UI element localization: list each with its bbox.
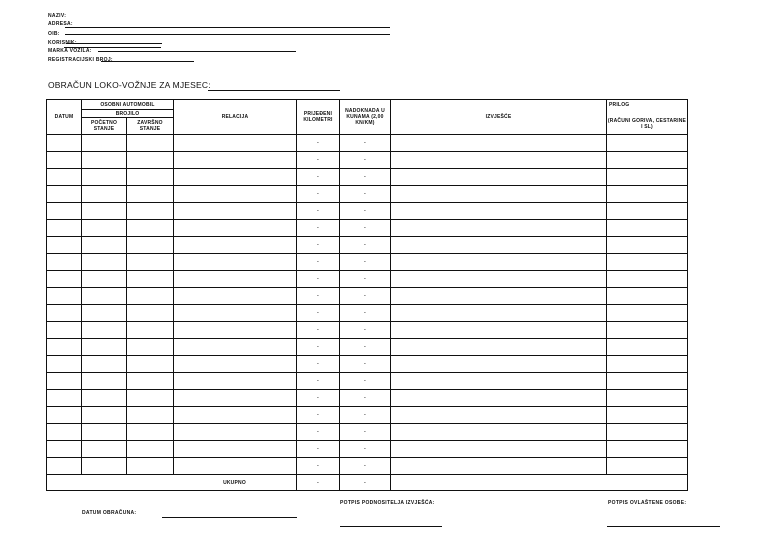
- izvjesce-cell[interactable]: [391, 373, 607, 390]
- datum-cell[interactable]: [47, 305, 82, 322]
- relacija-cell[interactable]: [174, 237, 297, 254]
- prilog-cell[interactable]: [607, 186, 688, 203]
- zavrsno-stanje-cell[interactable]: [127, 220, 174, 237]
- nadoknada-cell[interactable]: -: [340, 356, 391, 373]
- ukupno-km-cell[interactable]: -: [297, 475, 340, 491]
- nadoknada-cell[interactable]: -: [340, 271, 391, 288]
- potpis-podnositelja-line[interactable]: [340, 526, 442, 527]
- izvjesce-cell[interactable]: [391, 424, 607, 441]
- relacija-cell[interactable]: [174, 305, 297, 322]
- zavrsno-stanje-cell[interactable]: [127, 390, 174, 407]
- nadoknada-cell[interactable]: -: [340, 152, 391, 169]
- pocetno-stanje-cell[interactable]: [82, 373, 127, 390]
- datum-obracuna-label: DATUM OBRAČUNA:: [82, 510, 137, 516]
- izvjesce-cell[interactable]: [391, 356, 607, 373]
- nadoknada-cell[interactable]: -: [340, 186, 391, 203]
- table-row: [47, 288, 688, 305]
- zavrsno-stanje-cell[interactable]: [127, 152, 174, 169]
- datum-cell[interactable]: [47, 254, 82, 271]
- pocetno-stanje-cell[interactable]: [82, 169, 127, 186]
- prijedeni-km-cell[interactable]: -: [297, 169, 340, 186]
- datum-cell[interactable]: [47, 237, 82, 254]
- prijedeni-km-cell[interactable]: -: [297, 441, 340, 458]
- table-row: [47, 152, 688, 169]
- izvjesce-cell[interactable]: [391, 203, 607, 220]
- relacija-cell[interactable]: [174, 220, 297, 237]
- relacija-cell[interactable]: [174, 407, 297, 424]
- izvjesce-cell[interactable]: [391, 271, 607, 288]
- prilog-cell[interactable]: [607, 254, 688, 271]
- datum-cell[interactable]: [47, 135, 82, 152]
- prijedeni-km-cell[interactable]: -: [297, 458, 340, 475]
- relacija-cell[interactable]: [174, 390, 297, 407]
- zavrsno-stanje-cell[interactable]: [127, 203, 174, 220]
- table-row: [47, 339, 688, 356]
- form-title: OBRAČUN LOKO-VOŽNJE ZA MJESEC:: [48, 80, 211, 90]
- adresa-label: ADRESA:: [48, 21, 73, 27]
- pocetno-stanje-cell[interactable]: [82, 220, 127, 237]
- table-row: [47, 271, 688, 288]
- nadoknada-cell[interactable]: -: [340, 441, 391, 458]
- zavrsno-stanje-cell[interactable]: [127, 237, 174, 254]
- zavrsno-stanje-cell[interactable]: [127, 305, 174, 322]
- prijedeni-km-cell[interactable]: -: [297, 424, 340, 441]
- relacija-cell[interactable]: [174, 356, 297, 373]
- pocetno-stanje-cell[interactable]: [82, 271, 127, 288]
- pocetno-stanje-cell[interactable]: [82, 305, 127, 322]
- pocetno-stanje-cell[interactable]: [82, 254, 127, 271]
- loko-voznja-table: [46, 99, 688, 491]
- prijedeni-km-cell[interactable]: -: [297, 322, 340, 339]
- table-row: [47, 441, 688, 458]
- prilog-label: PRILOG: [609, 102, 630, 108]
- zavrsno-stanje-cell[interactable]: [127, 254, 174, 271]
- table-row: [47, 186, 688, 203]
- prilog-cell[interactable]: [607, 203, 688, 220]
- datum-cell[interactable]: [47, 186, 82, 203]
- izvjesce-cell[interactable]: [391, 322, 607, 339]
- table-row: [47, 424, 688, 441]
- nadoknada-cell[interactable]: -: [340, 424, 391, 441]
- naziv-line[interactable]: [65, 34, 390, 35]
- nadoknada-cell[interactable]: -: [340, 220, 391, 237]
- col-header-prijedeni-km: PRIJEĐENI KILOMETRI: [297, 100, 340, 135]
- potpis-ovlastene-line[interactable]: [607, 526, 720, 527]
- zavrsno-stanje-cell[interactable]: [127, 458, 174, 475]
- prijedeni-km-cell[interactable]: -: [297, 271, 340, 288]
- zavrsno-stanje-cell[interactable]: [127, 424, 174, 441]
- oib-label: OIB:: [48, 31, 60, 37]
- zavrsno-stanje-cell[interactable]: [127, 339, 174, 356]
- col-header-pocetno-stanje: POČETNO STANJE: [82, 118, 127, 135]
- relacija-cell[interactable]: [174, 339, 297, 356]
- prijedeni-km-cell[interactable]: -: [297, 390, 340, 407]
- table-row: [47, 458, 688, 475]
- prijedeni-km-cell[interactable]: -: [297, 339, 340, 356]
- izvjesce-cell[interactable]: [391, 407, 607, 424]
- datum-cell[interactable]: [47, 220, 82, 237]
- izvjesce-cell[interactable]: [391, 288, 607, 305]
- marka-vozila-line[interactable]: [98, 51, 296, 52]
- datum-obracuna-line[interactable]: [162, 517, 297, 518]
- table-row: [47, 254, 688, 271]
- ukupno-nadoknada-cell[interactable]: -: [340, 475, 391, 491]
- prilog-cell[interactable]: [607, 390, 688, 407]
- pocetno-stanje-cell[interactable]: [82, 390, 127, 407]
- nadoknada-cell[interactable]: -: [340, 373, 391, 390]
- zavrsno-stanje-cell[interactable]: [127, 169, 174, 186]
- table-row: [47, 356, 688, 373]
- prijedeni-km-cell[interactable]: -: [297, 407, 340, 424]
- prilog-cell[interactable]: [607, 305, 688, 322]
- prilog-cell[interactable]: [607, 339, 688, 356]
- datum-cell[interactable]: [47, 356, 82, 373]
- marka-vozila-label: MARKA VOZILA:: [48, 48, 92, 54]
- table-row: [47, 203, 688, 220]
- izvjesce-cell[interactable]: [391, 220, 607, 237]
- prijedeni-km-cell[interactable]: -: [297, 237, 340, 254]
- table-row: [47, 220, 688, 237]
- prijedeni-km-cell[interactable]: -: [297, 254, 340, 271]
- prijedeni-km-cell[interactable]: -: [297, 373, 340, 390]
- col-header-relacija: RELACIJA: [174, 100, 297, 135]
- relacija-cell[interactable]: [174, 322, 297, 339]
- prilog-cell[interactable]: [607, 424, 688, 441]
- relacija-cell[interactable]: [174, 271, 297, 288]
- col-header-zavrsno-stanje: ZAVRŠNO STANJE: [127, 118, 174, 135]
- prijedeni-km-cell[interactable]: -: [297, 288, 340, 305]
- naziv-label: NAZIV:: [48, 13, 67, 19]
- pocetno-stanje-cell[interactable]: [82, 237, 127, 254]
- datum-cell[interactable]: [47, 203, 82, 220]
- pocetno-stanje-cell[interactable]: [82, 203, 127, 220]
- izvjesce-cell[interactable]: [391, 237, 607, 254]
- nadoknada-cell[interactable]: -: [340, 322, 391, 339]
- izvjesce-cell[interactable]: [391, 441, 607, 458]
- prilog-cell[interactable]: [607, 220, 688, 237]
- pocetno-stanje-cell[interactable]: [82, 424, 127, 441]
- pocetno-stanje-cell[interactable]: [82, 186, 127, 203]
- relacija-cell[interactable]: [174, 424, 297, 441]
- izvjesce-cell[interactable]: [391, 186, 607, 203]
- registracijski-broj-label: REGISTRACIJSKI BROJ:: [48, 57, 113, 63]
- table-row: [47, 407, 688, 424]
- datum-cell[interactable]: [47, 441, 82, 458]
- datum-cell[interactable]: [47, 271, 82, 288]
- table-row: [47, 322, 688, 339]
- pocetno-stanje-cell[interactable]: [82, 322, 127, 339]
- prijedeni-km-cell[interactable]: -: [297, 305, 340, 322]
- nadoknada-cell[interactable]: -: [340, 305, 391, 322]
- datum-cell[interactable]: [47, 390, 82, 407]
- col-header-izvjesce: IZVJEŠĆE: [391, 100, 607, 135]
- izvjesce-cell[interactable]: [391, 135, 607, 152]
- relacija-cell[interactable]: [174, 441, 297, 458]
- nadoknada-cell[interactable]: -: [340, 254, 391, 271]
- prilog-cell[interactable]: [607, 441, 688, 458]
- prijedeni-km-cell[interactable]: -: [297, 203, 340, 220]
- datum-cell[interactable]: [47, 458, 82, 475]
- pocetno-stanje-cell[interactable]: [82, 441, 127, 458]
- nadoknada-cell[interactable]: -: [340, 135, 391, 152]
- prijedeni-km-cell[interactable]: -: [297, 220, 340, 237]
- relacija-cell[interactable]: [174, 373, 297, 390]
- prijedeni-km-cell[interactable]: -: [297, 186, 340, 203]
- zavrsno-stanje-cell[interactable]: [127, 373, 174, 390]
- col-header-datum: DATUM: [47, 100, 82, 135]
- relacija-cell[interactable]: [174, 169, 297, 186]
- relacija-cell[interactable]: [174, 288, 297, 305]
- prilog-cell[interactable]: [607, 135, 688, 152]
- nadoknada-cell[interactable]: -: [340, 390, 391, 407]
- izvjesce-cell[interactable]: [391, 458, 607, 475]
- zavrsno-stanje-cell[interactable]: [127, 441, 174, 458]
- zavrsno-stanje-cell[interactable]: [127, 288, 174, 305]
- relacija-cell[interactable]: [174, 458, 297, 475]
- izvjesce-cell[interactable]: [391, 390, 607, 407]
- zavrsno-stanje-cell[interactable]: [127, 407, 174, 424]
- zavrsno-stanje-cell[interactable]: [127, 322, 174, 339]
- col-header-nadoknada: NADOKNADA U KUNAMA (2,00 KN/KM): [340, 100, 391, 135]
- izvjesce-cell[interactable]: [391, 169, 607, 186]
- nadoknada-cell[interactable]: -: [340, 458, 391, 475]
- pocetno-stanje-cell[interactable]: [82, 339, 127, 356]
- prilog-cell[interactable]: [607, 169, 688, 186]
- prilog-cell[interactable]: [607, 373, 688, 390]
- datum-cell[interactable]: [47, 152, 82, 169]
- pocetno-stanje-cell[interactable]: [82, 407, 127, 424]
- pocetno-stanje-cell[interactable]: [82, 152, 127, 169]
- prilog-cell[interactable]: [607, 356, 688, 373]
- izvjesce-cell[interactable]: [391, 339, 607, 356]
- nadoknada-cell[interactable]: -: [340, 288, 391, 305]
- zavrsno-stanje-cell[interactable]: [127, 135, 174, 152]
- table-row: [47, 169, 688, 186]
- col-header-brojilo: BROJILO: [82, 110, 174, 118]
- datum-cell[interactable]: [47, 169, 82, 186]
- izvjesce-cell[interactable]: [391, 152, 607, 169]
- registracijski-broj-line[interactable]: [101, 61, 194, 62]
- nadoknada-cell[interactable]: -: [340, 237, 391, 254]
- relacija-cell[interactable]: [174, 135, 297, 152]
- pocetno-stanje-cell[interactable]: [82, 135, 127, 152]
- potpis-ovlastene-label: POTPIS OVLAŠTENE OSOBE:: [608, 500, 687, 506]
- table-row: [47, 305, 688, 322]
- datum-cell[interactable]: [47, 288, 82, 305]
- datum-cell[interactable]: [47, 373, 82, 390]
- prilog-cell[interactable]: [607, 237, 688, 254]
- zavrsno-stanje-cell[interactable]: [127, 271, 174, 288]
- izvjesce-cell[interactable]: [391, 254, 607, 271]
- zavrsno-stanje-cell[interactable]: [127, 186, 174, 203]
- prijedeni-km-cell[interactable]: -: [297, 356, 340, 373]
- prilog-cell[interactable]: [607, 271, 688, 288]
- prijedeni-km-cell[interactable]: -: [297, 152, 340, 169]
- korisnik-label: KORISNIK:: [48, 40, 77, 46]
- datum-cell[interactable]: [47, 322, 82, 339]
- nadoknada-cell[interactable]: -: [340, 339, 391, 356]
- total-empty-cell: [391, 475, 688, 491]
- col-header-osobni-automobil: OSOBNI AUTOMOBIL: [82, 100, 174, 110]
- nadoknada-cell[interactable]: -: [340, 203, 391, 220]
- mjesec-line[interactable]: [208, 90, 340, 91]
- nadoknada-cell[interactable]: -: [340, 407, 391, 424]
- prilog-cell[interactable]: [607, 322, 688, 339]
- adresa-line[interactable]: [65, 27, 390, 28]
- relacija-cell[interactable]: [174, 254, 297, 271]
- prilog-cell[interactable]: [607, 152, 688, 169]
- table-row: [47, 135, 688, 152]
- table-row: [47, 373, 688, 390]
- table-row: [47, 390, 688, 407]
- pocetno-stanje-cell[interactable]: [82, 288, 127, 305]
- relacija-cell[interactable]: [174, 152, 297, 169]
- oib-line[interactable]: [66, 43, 162, 44]
- ukupno-label: UKUPNO: [223, 479, 246, 486]
- prilog-cell[interactable]: [607, 288, 688, 305]
- prilog-note: (RAČUNI GORIVA, CESTARINE I SL): [607, 118, 687, 130]
- prilog-cell[interactable]: [607, 458, 688, 475]
- table-row: [47, 237, 688, 254]
- col-header-prilog: [607, 100, 688, 135]
- relacija-cell[interactable]: [174, 186, 297, 203]
- total-row: [47, 475, 688, 491]
- zavrsno-stanje-cell[interactable]: [127, 356, 174, 373]
- prilog-cell[interactable]: [607, 407, 688, 424]
- prijedeni-km-cell[interactable]: -: [297, 135, 340, 152]
- datum-cell[interactable]: [47, 424, 82, 441]
- total-label-cell: [47, 475, 297, 491]
- nadoknada-cell[interactable]: -: [340, 169, 391, 186]
- pocetno-stanje-cell[interactable]: [82, 458, 127, 475]
- pocetno-stanje-cell[interactable]: [82, 356, 127, 373]
- datum-cell[interactable]: [47, 339, 82, 356]
- izvjesce-cell[interactable]: [391, 305, 607, 322]
- datum-cell[interactable]: [47, 407, 82, 424]
- potpis-podnositelja-label: POTPIS PODNOSITELJA IZVJEŠĆA:: [340, 500, 435, 506]
- relacija-cell[interactable]: [174, 203, 297, 220]
